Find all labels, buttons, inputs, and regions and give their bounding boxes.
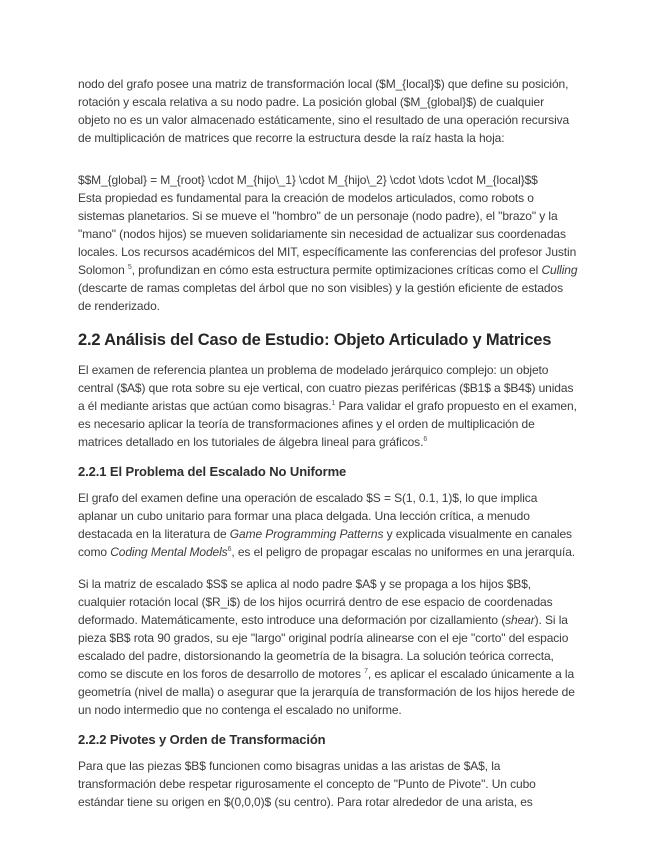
footnote-ref-6: 6 — [423, 436, 428, 443]
scaling-problem-paragraph: El grafo del examen define una operación de escalado $S = S(1, 0.1, 1)$, lo que implica aplanar un cubo unitario para formar una placa delgada. Una lección crítica, a menudo destacada en la literatura de Game Programming Patterns y explicada visualmente en canales como Coding Mental Models$^6$, es el peligro de propagar escalas no uniformes en una jerarquía. — [78, 491, 576, 559]
subsection-heading-2-2-1: 2.2.1 El Problema del Escalado No Uniforme — [78, 464, 347, 479]
subsection-heading-2-2-2: 2.2.2 Pivotes y Orden de Transformación — [78, 732, 326, 747]
shear-paragraph: Si la matriz de escalado $S$ se aplica al nodo padre $A$ y se propaga a los hijos $B$, cualquier rotación local ($R_i$) de los hijos ocurrirá dentro de ese espacio de coordenadas deformado. Matemáticamente, esto introduce una deformación por cizallamiento (shear). Si la pieza $B$ rota 90 grados, su eje "largo" original podría alinearse con el eje "corto" del espacio escalado del padre, distorsionando la geometría de la bisagra. La solución teórica correcta, como se discute en los foros de desarrollo de motores $^7$, es aplicar el escalado únicamente a la geometría (nivel de malla) o asegurar que la jerarquía de transformación de los hijos herede de un nodo intermedio que no contenga el escalado no uniforme. — [78, 577, 575, 717]
document-body — [78, 75, 578, 811]
case-study-paragraph: El examen de referencia plantea un problema de modelado jerárquico complejo: un objeto central ($A$) que rota sobre su eje vertical, con cuatro piezas periféricas ($B1$ a $B4$) unidas a él mediante aristas que actúan como bisagras.$^1$ Para validar el grafo propuesto en el examen, es necesario aplicar la teoría de transformaciones afines y el orden de multiplicación de matrices detallado en los tutoriales de álgebra lineal para gráficos.$^6$ — [78, 363, 577, 449]
global-transform-formula: $$M_{global} = M_{root} \cdot M_{hijo\_1} \cdot M_{hijo\_2} \cdot \dots \cdot M_{local}$$ — [78, 173, 538, 187]
pivot-paragraph: Para que las piezas $B$ funcionen como bisagras unidas a las aristas de $A$, la transformación debe respetar rigurosamente el concepto de "Punto de Pivote". Un cubo estándar tiene su origen en $(0,0,0)$ (su centro). Para rotar alrededor de una arista, es — [78, 759, 536, 809]
articulated-models-paragraph: Esta propiedad es fundamental para la creación de modelos articulados, como robots o sistemas planetarios. Si se mueve el "hombro" de un personaje (nodo padre), el "brazo" y la "mano" (nodos hijos) se mueven solidariamente sin necesidad de actualizar sus coordenadas locales. Los recursos académicos del MIT, específicamente las conferencias del profesor Justin Solomon $^5$, profundizan en cómo esta estructura permite optimizaciones críticas como el Culling (descarte de ramas completas del árbol que no son visibles) y la gestión eficiente de estados de renderizado. — [78, 191, 578, 313]
intro-paragraph: nodo del grafo posee una matriz de transformación local ($M_{local}$) que define su posición, rotación y escala relativa a su nodo padre. La posición global ($M_{global}$) de cualquier objeto no es un valor almacenado estáticamente, sino el resultado de una operación recursiva de multiplicación de matrices que recorre la estructura desde la raíz hasta la hoja: — [78, 77, 570, 145]
footnote-ref-7: 7 — [364, 668, 368, 675]
footnote-ref-1: 1 — [331, 400, 336, 407]
footnote-ref-6: 6 — [227, 546, 232, 553]
section-heading-2-2: 2.2 Análisis del Caso de Estudio: Objeto Articulado y Matrices — [78, 331, 552, 349]
footnote-ref-5: 5 — [127, 264, 132, 271]
